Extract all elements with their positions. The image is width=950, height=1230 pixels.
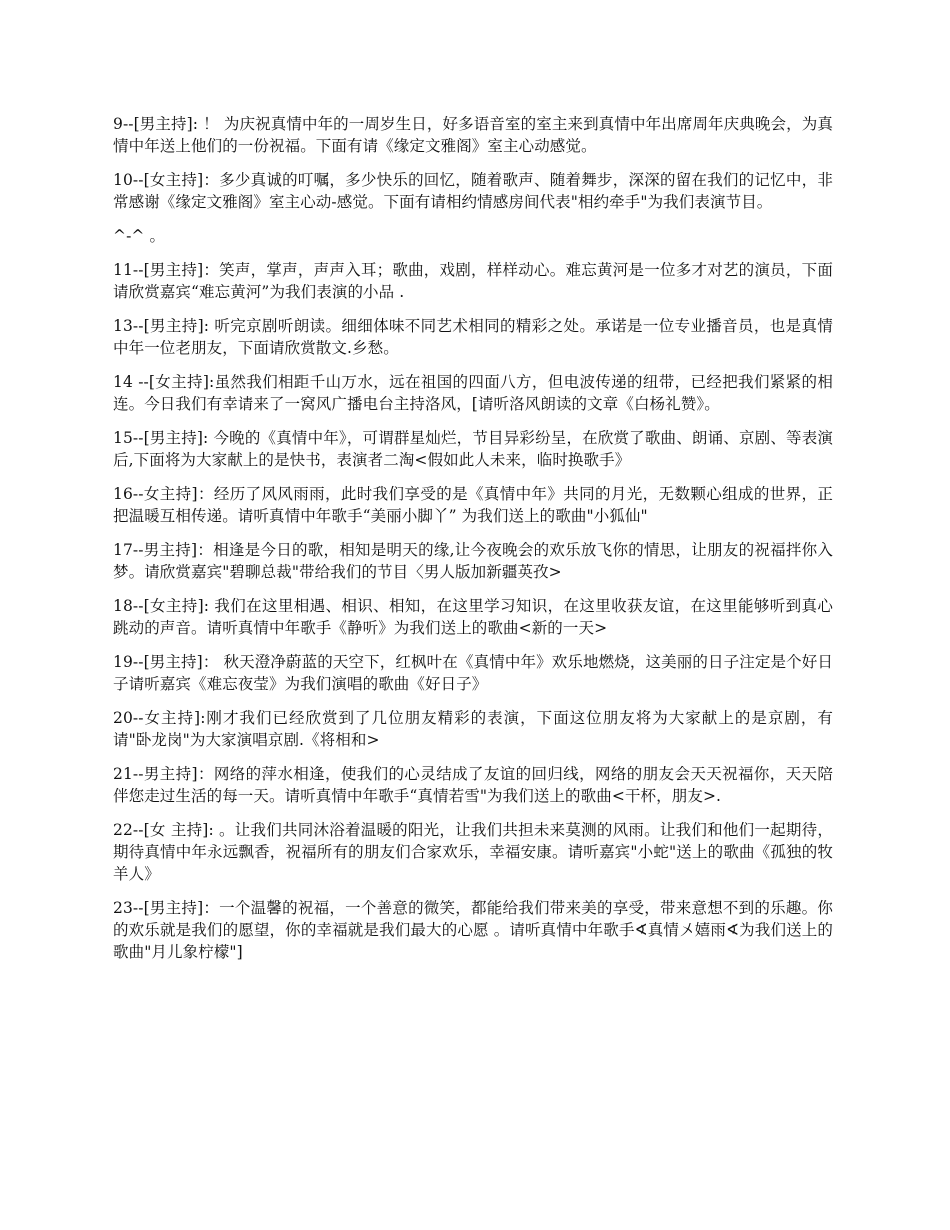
paragraph-13: 13--[男主持]: 听完京剧听朗读。细细体味不同艺术相同的精彩之处。承诺是一位专业播音员，也是真情中年一位老朋友，下面请欣赏散文.乡愁。 bbox=[113, 317, 833, 357]
paragraph-10: 10--[女主持]：多少真诚的叮嘱，多少快乐的回忆，随着歌声、随着舞步，深深的留在我们的记忆中，非常感谢《缘定文雅阁》室主心动-感觉。下面有请相约情感房间代表"相约牵手"为我们表演节目。 bbox=[113, 171, 833, 211]
paragraph-18: 18--[女主持]: 我们在这里相遇、相识、相知，在这里学习知识，在这里收获友谊，在这里能够听到真心跳动的声音。请听真情中年歌手《静听》为我们送上的歌曲<新的一天> bbox=[113, 597, 833, 637]
paragraph-23: 23--[男主持]：一个温馨的祝福，一个善意的微笑，都能给我们带来美的享受，带来意想不到的乐趣。你的欢乐就是我们的愿望，你的幸福就是我们最大的心愿 。请听真情中年歌手∢真情〤嬉雨∢为我们送上的歌曲"月儿象柠檬"] bbox=[113, 899, 833, 961]
paragraph-21: 21--男主持]：网络的萍水相逢，使我们的心灵结成了友谊的回归线，网络的朋友会天天祝福你，天天陪伴您走过生活的每一天。请听真情中年歌手“真情若雪"为我们送上的歌曲<干杯，朋友>. bbox=[113, 765, 833, 805]
paragraph-20: 20--女主持]:刚才我们已经欣赏到了几位朋友精彩的表演，下面这位朋友将为大家献上的是京剧，有请"卧龙岗"为大家演唱京剧.《将相和> bbox=[113, 709, 833, 749]
paragraph-19: 19--[男主持]： 秋天澄净蔚蓝的天空下，红枫叶在《真情中年》欢乐地燃烧，这美丽的日子注定是个好日子请听嘉宾《难忘夜莹》为我们演唱的歌曲《好日子》 bbox=[113, 653, 833, 693]
paragraph-14: 14 --[女主持]:虽然我们相距千山万水，远在祖国的四面八方，但电波传递的纽带，已经把我们紧紧的相连。今日我们有幸请来了一窝风广播电台主持洛风，[请听洛风朗读的文章《白杨礼赞》。 bbox=[113, 373, 833, 413]
paragraph-9: 9--[男主持]: ！ 为庆祝真情中年的一周岁生日，好多语音室的室主来到真情中年出席周年庆典晚会，为真情中年送上他们的一份祝福。下面有请《缘定文雅阁》室主心动感觉。 bbox=[113, 115, 834, 155]
paragraph-11: 11--[男主持]：笑声，掌声，声声入耳；歌曲，戏剧，样样动心。难忘黄河是一位多才对艺的演员，下面请欣赏嘉宾“难忘黄河”为我们表演的小品 . bbox=[113, 261, 833, 301]
paragraph-15: 15--[男主持]: 今晚的《真情中年》，可谓群星灿烂，节目异彩纷呈，在欣赏了歌曲、朗诵、京剧、等表演后,下面将为大家献上的是快书，表演者二淘<假如此人未来，临时换歌手》 bbox=[113, 429, 833, 469]
paragraph-16: 16--女主持]：经历了风风雨雨，此时我们享受的是《真情中年》共同的月光，无数颗心组成的世界，正把温暖互相传递。请听真情中年歌手“美丽小脚丫” 为我们送上的歌曲"小狐仙" bbox=[113, 485, 833, 525]
paragraph-17: 17--男主持]：相逢是今日的歌，相知是明天的缘,让今夜晚会的欢乐放飞你的情思，让朋友的祝福拌你入梦。请欣赏嘉宾"碧聊总裁"带给我们的节目〈男人版加新疆英孜> bbox=[113, 541, 833, 581]
document-page bbox=[113, 113, 833, 975]
paragraph-22: 22--[女 主持]: 。让我们共同沐浴着温暖的阳光，让我们共担未来莫测的风雨。让我们和他们一起期待，期待真情中年永远飘香，祝福所有的朋友们合家欢乐，幸福安康。请听嘉宾"小蛇"送上的歌曲《孤独的牧羊人》 bbox=[113, 821, 833, 883]
paragraph-emoticon: ^-^ 。 bbox=[113, 227, 166, 245]
